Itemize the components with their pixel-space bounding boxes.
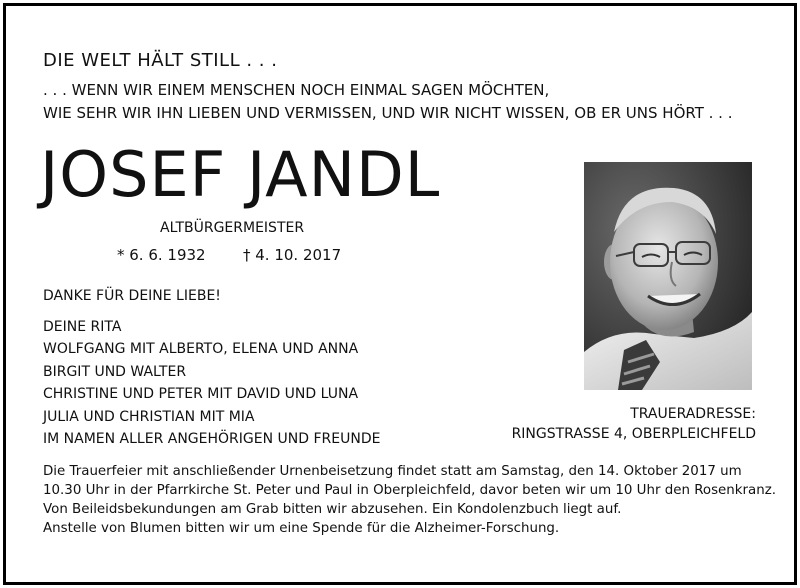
mourner-item: JULIA UND CHRISTIAN MIT MIA	[43, 408, 255, 425]
mourner-item: CHRISTINE UND PETER MIT DAVID UND LUNA	[43, 386, 359, 403]
funeral-notice	[43, 462, 777, 538]
address-label: TRAUERADRESSE:	[630, 406, 756, 422]
address-value: RINGSTRASSE 4, OBERPLEICHFELD	[511, 426, 756, 442]
mourners-list	[43, 316, 380, 450]
mourner-item: WOLFGANG MIT ALBERTO, ELENA UND ANNA	[43, 341, 359, 358]
deceased-name: JOSEF JANDL	[40, 138, 441, 211]
death-date: † 4. 10. 2017	[243, 246, 342, 264]
thanks-line: DANKE FÜR DEINE LIEBE!	[43, 288, 221, 304]
quote-line-2: WIE SEHR WIR IHN LIEBEN UND VERMISSEN, UND WIR NICHT WISSEN, OB ER UNS HÖRT . . .	[43, 104, 733, 122]
notice-line: 10.30 Uhr in der Pfarrkirche St. Peter und Paul in Oberpleichfeld, davor beten wir um 10 Uhr den Rosenkranz.	[43, 483, 777, 498]
headline: DIE WELT HÄLT STILL . . .	[43, 50, 278, 71]
deceased-title: ALTBÜRGERMEISTER	[160, 220, 305, 236]
portrait-photo	[584, 162, 752, 390]
mourner-item: IM NAMEN ALLER ANGEHÖRIGEN UND FREUNDE	[43, 431, 381, 448]
notice-line: Anstelle von Blumen bitten wir um eine Spende für die Alzheimer-Forschung.	[43, 521, 560, 536]
mourner-item: BIRGIT UND WALTER	[43, 363, 187, 380]
mourner-item: DEINE RITA	[43, 319, 122, 335]
birth-date: * 6. 6. 1932	[117, 246, 206, 264]
notice-line: Die Trauerfeier mit anschließender Urnenbeisetzung findet statt am Samstag, den 14. Oktober 2017 um	[43, 464, 742, 479]
notice-line: Von Beileidsbekundungen am Grab bitten wir abzusehen. Ein Kondolenzbuch liegt auf.	[43, 502, 622, 517]
quote-line-1: . . . WENN WIR EINEM MENSCHEN NOCH EINMAL SAGEN MÖCHTEN,	[43, 81, 550, 99]
